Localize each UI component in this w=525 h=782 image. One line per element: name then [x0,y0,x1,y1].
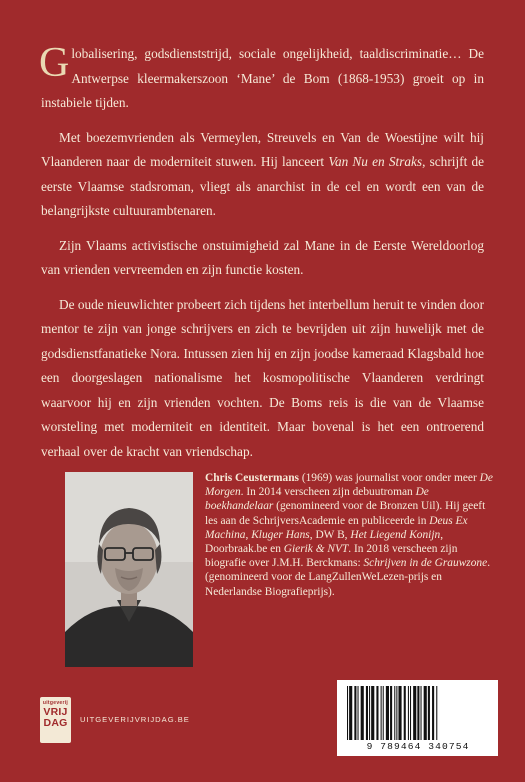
barcode-bars [345,686,491,740]
barcode-bar [394,686,395,740]
magazine-title: Van Nu en Straks [328,154,423,169]
barcode-bar [417,686,419,740]
publisher-website: UITGEVERIJVRIJDAG.BE [80,715,190,724]
isbn-digits: 9 789464 340754 [366,741,470,752]
author-bio [205,471,495,599]
barcode-bar [404,686,406,740]
barcode-bar [376,686,378,740]
barcode-bar [390,686,392,740]
publisher-logo-line-2: DAG [43,717,68,729]
author-name: Chris Ceustermans [205,472,299,484]
barcode-bar [413,686,416,740]
barcode-bar [436,686,437,740]
blurb-paragraph-2: Met boezemvrienden als Vermeylen, Streuvels en Van de Woestijne wilt hij Vlaanderen naar de moderniteit stuwen. Hij lanceert Van Nu en Straks, schrijft de eerste Vlaamse stadsroman, vliegt als anarchist in de cel en wordt een van de belangrijkste cultuurambtenaren. [41,129,485,218]
publisher-logo-line-1: VRIJ [43,706,68,718]
barcode-bar [349,686,352,740]
barcode-bar [432,686,434,740]
barcode-bar [396,686,397,740]
barcode-bar [354,686,356,740]
author-bio-text: Chris Ceustermans (1969) was journalist voor onder meer De Morgen. In 2014 verscheen zijn debuutroman De boekhandelaar (genomineerd voor de Bronzen Uil). Hij geeft les aan de SchrijversAcademie en publiceerde in Deus Ex Machina, Kluger Hans, DW B, Het Liegend Konijn, Doorbraak.be en Gierik & NVT. In 2018 verscheen zijn biografie over J.M.H. Berckmans: Schrijven in de Grauwzone. (genomineerd voor de LangZullenWeLezen-prijs en Nederlandse Biografieprijs). [205,472,493,598]
barcode-bar [410,686,411,740]
barcode-bar [381,686,382,740]
barcode-bar [428,686,430,740]
blurb-paragraph-1: Globalisering, godsdienststrijd, sociale ongelijkheid, taaldiscriminatie… De Antwerpse kleermakerszoon ‘Mane’ de Bom (1868-1953) groeit op in instabiele tijden. [39,40,484,110]
barcode-bar [424,686,427,740]
blurb-paragraph-4: De oude nieuwlichter probeert zich tijdens het interbellum heruit te vinden door mentor te zijn van jonge schrijvers en zich te bevrijden uit zijn huwelijk met de godsdienstfanatieke Nora. Intussen zien hij en zijn joodse kameraad Klagsbald hoe een doorgeslagen nationalisme het kosmopolitische Vlaanderen verdringt waarvoor hij en zijn vrienden vochten. De Boms reis is die van de Vlaamse worsteling met moderniteit en identiteit. Maar bovenal is het een ontroerend verhaal over de kracht van vriendschap. [41,296,484,459]
blurb-paragraph-3: Zijn Vlaams activistische onstuimigheid zal Mane in de Eerste Wereldoorlog van vrienden vervreemden en zijn functie kosten. [41,237,484,277]
barcode-bar [421,686,422,740]
publisher-logo-small-text: uitgeverij [42,700,69,706]
barcode-bar [369,686,370,740]
author-portrait-image [65,472,193,667]
barcode-bar [398,686,401,740]
back-cover-blurb [41,42,484,474]
publisher-logo [40,697,71,743]
barcode-bar [383,686,384,740]
barcode-bar [358,686,359,740]
barcode-bar [347,686,348,740]
barcode-bar [361,686,364,740]
barcode-bar [371,686,374,740]
isbn-barcode [337,680,498,756]
barcode-bar [366,686,368,740]
barcode-bar [408,686,409,740]
drop-cap: G [39,40,70,86]
author-photo [65,472,193,667]
barcode-bar [386,686,389,740]
